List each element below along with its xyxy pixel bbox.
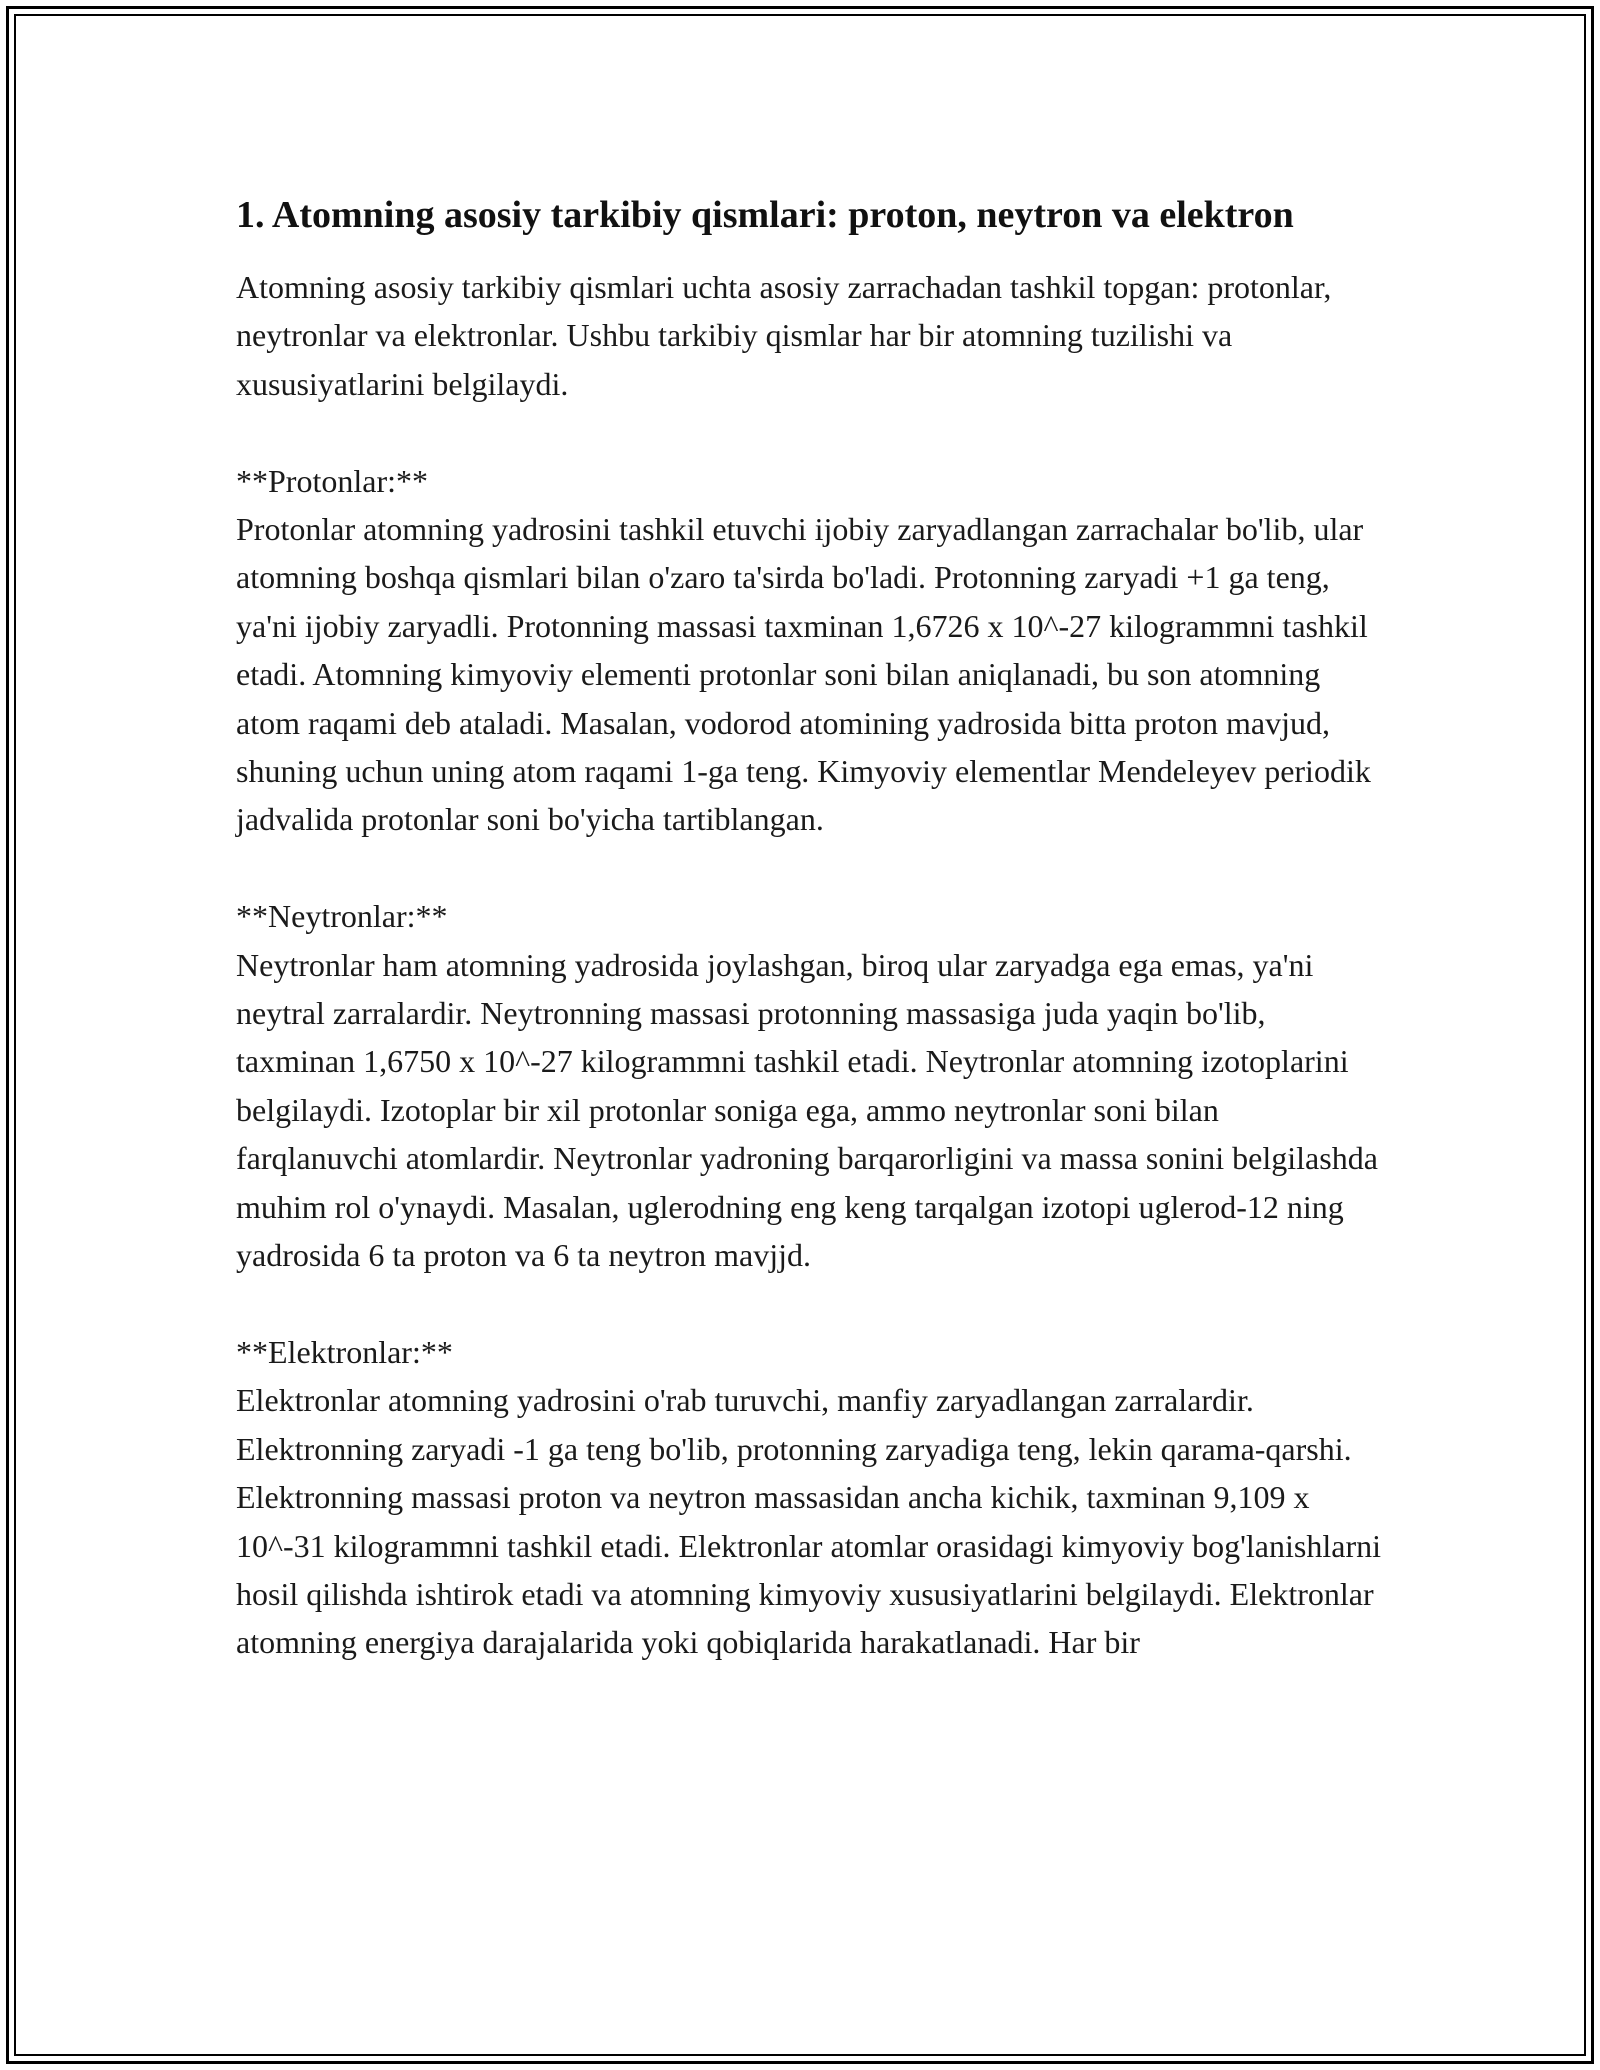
section-paragraph: Elektronlar atomning yadrosini o'rab turuvchi, manfiy zaryadlangan zarralardir. Elektronning zaryadi -1 ga teng bo'lib, protonning zaryadiga teng, lekin qarama-qarshi. Elektronning massasi proton va neytron massasidan ancha kichik, taxminan 9,109 x 10^-31 kilogrammni tashkil etadi. Elektronlar atomlar orasidagi kimyoviy bog'lanishlarni hosil qilishda ishtirok etadi va atomning kimyoviy xususiyatlarini belgilaydi. Elektronlar atomning energiya darajalarida yoki qobiqlarida harakatlanadi. Har bir <box>236 1382 1381 1661</box>
document-title: 1. Atomning asosiy tarkibiy qismlari: proton, neytron va elektron <box>236 194 1294 236</box>
section-neytronlar <box>236 892 1386 1279</box>
section-heading: **Elektronlar:** <box>236 1333 453 1370</box>
section-protonlar <box>236 457 1386 844</box>
section-paragraph: Neytronlar ham atomning yadrosida joylashgan, biroq ular zaryadga ega emas, ya'ni neytral zarralardir. Neytronning massasi protonning massasiga juda yaqin bo'lib, taxminan 1,6750 x 10^-27 kilogrammni tashkil etadi. Neytronlar atomning izotoplarini belgilaydi. Izotoplar bir xil protonlar soniga ega, ammo neytronlar soni bilan farqlanuvchi atomlardir. Neytronlar yadroning barqarorligini va massa sonini belgilashda muhim rol o'ynaydi. Masalan, uglerodning eng keng tarqalgan izotopi uglerod-12 ning yadrosida 6 ta proton va 6 ta neytron mavjjd. <box>236 946 1378 1274</box>
section-heading: **Protonlar:** <box>236 462 428 499</box>
document-content <box>236 188 1386 1667</box>
section-paragraph: Protonlar atomning yadrosini tashkil etuvchi ijobiy zaryadlangan zarrachalar bo'lib, ular atomning boshqa qismlari bilan o'zaro ta'sirda bo'ladi. Protonning zaryadi +1 ga teng, ya'ni ijobiy zaryadli. Protonning massasi taxminan 1,6726 x 10^-27 kilogrammni tashkil etadi. Atomning kimyoviy elementi protonlar soni bilan aniqlanadi, bu son atomning atom raqami deb ataladi. Masalan, vodorod atomining yadrosida bitta proton mavjud, shuning uchun uning atom raqami 1-ga teng. Kimyoviy elementlar Mendeleyev periodik jadvalida protonlar soni bo'yicha tartiblangan. <box>236 511 1371 838</box>
section-elektronlar <box>236 1328 1386 1667</box>
section-heading: **Neytronlar:** <box>236 898 448 935</box>
intro-paragraph: Atomning asosiy tarkibiy qismlari uchta asosiy zarrachadan tashkil topgan: protonlar, neytronlar va elektronlar. Ushbu tarkibiy qismlar har bir atomning tuzilishi va xususiyatlarini belgilaydi. <box>236 269 1332 402</box>
